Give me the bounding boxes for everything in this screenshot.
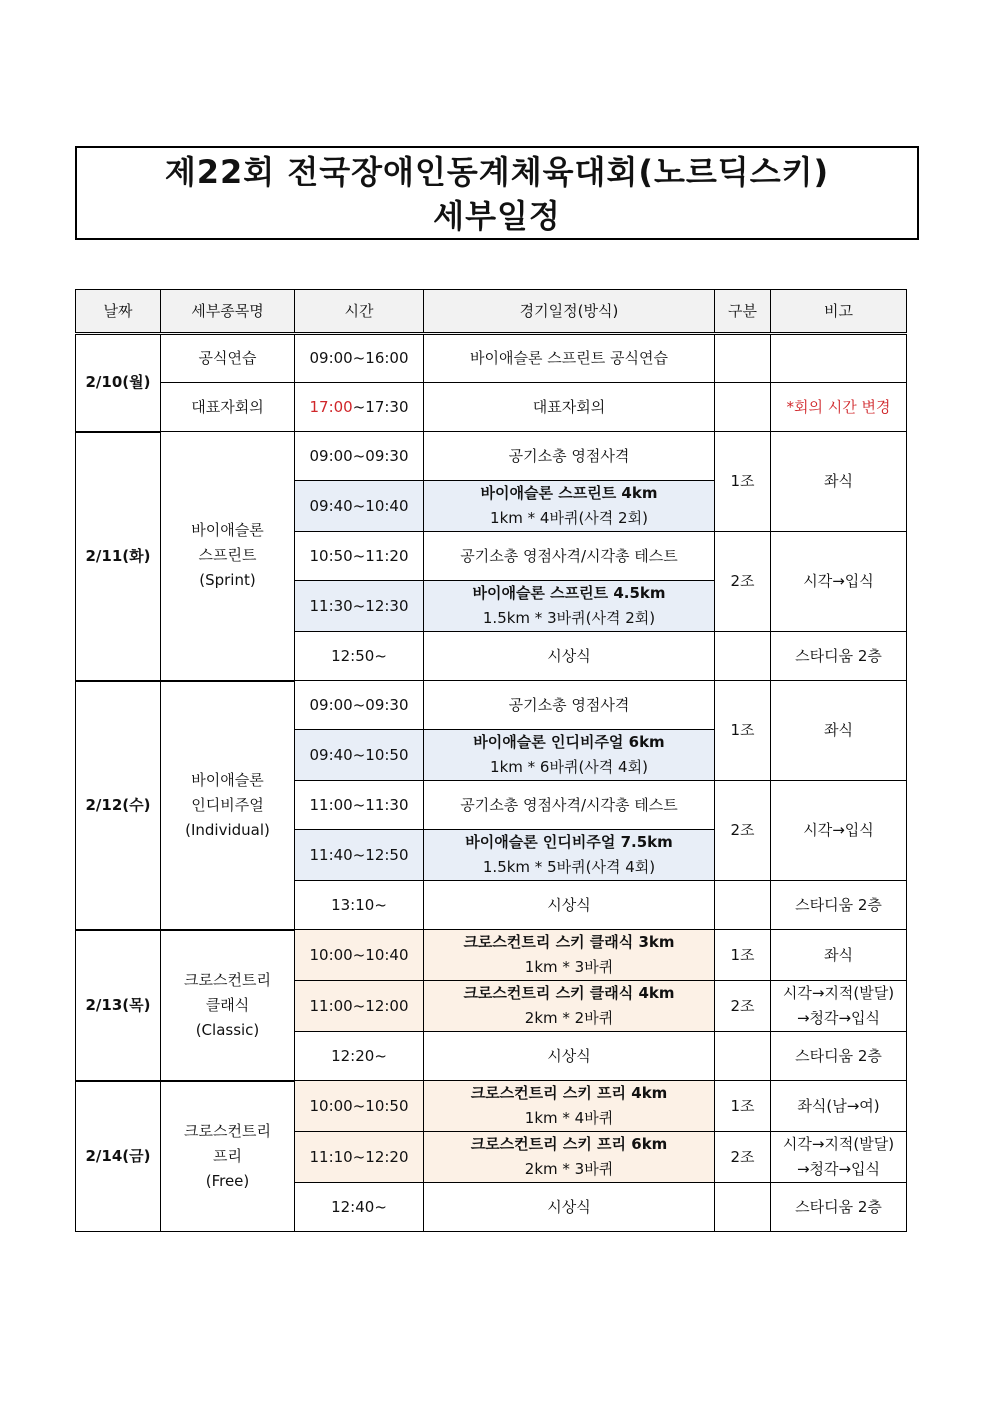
table-row [76,383,907,432]
event-name-line: 클래식 [205,995,250,1014]
schedule-cell: 시상식 [424,1032,715,1081]
time-cell: 10:50~11:20 [295,532,424,581]
note-cell [771,1132,907,1183]
note-line: →청각→입식 [796,1160,881,1178]
schedule-main: 바이애슬론 스프린트 4.5km [472,584,666,602]
col-header-date: 날짜 [76,290,161,334]
event-name-line: (Free) [205,1171,250,1190]
schedule-cell: 시상식 [424,881,715,930]
schedule-main: 바이애슬론 인디비주얼 6km [473,733,665,751]
schedule-main: 크로스컨트리 스키 프리 4km [470,1084,668,1102]
note-cell [771,334,907,383]
note-line: →청각→입식 [796,1009,881,1027]
event-cell: 대표자회의 [161,383,295,432]
event-name-line: 크로스컨트리 [184,1121,271,1140]
table-row [76,930,907,981]
col-header-group: 구분 [715,290,771,334]
group-cell: 1조 [715,1081,771,1132]
schedule-cell [424,581,715,632]
note-cell [771,981,907,1032]
time-rest: ~17:30 [352,397,409,416]
event-cell [161,1081,295,1232]
note-line: 시각→지적(발달) [782,984,895,1002]
group-cell: 1조 [715,432,771,532]
note-cell: 좌식 [771,930,907,981]
time-cell: 11:00~12:00 [295,981,424,1032]
col-header-event: 세부종목명 [161,290,295,334]
group-cell: 1조 [715,681,771,781]
table-row [76,1081,907,1132]
time-cell: 12:20~ [295,1032,424,1081]
date-cell: 2/14(금) [76,1081,161,1232]
time-cell: 12:40~ [295,1183,424,1232]
schedule-main: 바이애슬론 인디비주얼 7.5km [465,833,673,851]
schedule-sub: 2km * 2바퀴 [524,1009,614,1027]
event-name-line: (Individual) [185,820,270,839]
group-cell: 1조 [715,930,771,981]
table-row [76,432,907,481]
time-cell: 11:40~12:50 [295,830,424,881]
schedule-cell: 시상식 [424,1183,715,1232]
note-cell: 시각→입식 [771,532,907,632]
note-cell: 좌식 [771,681,907,781]
time-cell: 09:00~16:00 [295,334,424,383]
event-name-line: 바이애슬론 [191,770,264,789]
schedule-cell: 공기소총 영점사격 [424,432,715,481]
event-name-line: (Sprint) [199,571,256,590]
time-cell: 10:00~10:50 [295,1081,424,1132]
schedule-sub: 2km * 3바퀴 [524,1160,614,1178]
time-cell: 09:00~09:30 [295,681,424,730]
time-cell: 13:10~ [295,881,424,930]
note-cell: 스타디움 2층 [771,632,907,681]
schedule-cell: 공기소총 영점사격 [424,681,715,730]
page-title: 제22회 전국장애인동계체육대회(노르딕스키) [164,153,830,191]
date-cell: 2/13(목) [76,930,161,1081]
date-cell: 2/10(월) [76,334,161,432]
changed-time: 17:00 [309,397,353,416]
schedule-cell: 대표자회의 [424,383,715,432]
group-cell [715,881,771,930]
time-cell: 11:30~12:30 [295,581,424,632]
schedule-cell [424,981,715,1032]
time-cell: 12:50~ [295,632,424,681]
group-cell: 2조 [715,532,771,632]
schedule-cell [424,481,715,532]
schedule-cell [424,1081,715,1132]
event-cell [161,930,295,1081]
table-row [76,681,907,730]
schedule-main: 바이애슬론 스프린트 4km [480,484,658,502]
event-name-line: (Classic) [195,1020,260,1039]
col-header-schedule: 경기일정(방식) [424,290,715,334]
group-cell [715,1183,771,1232]
time-cell [295,383,424,432]
col-header-time: 시간 [295,290,424,334]
schedule-sub: 1.5km * 3바퀴(사격 2회) [482,609,656,627]
schedule-cell [424,730,715,781]
schedule-cell: 바이애슬론 스프린트 공식연습 [424,334,715,383]
group-cell [715,383,771,432]
event-cell [161,432,295,681]
note-cell: 스타디움 2층 [771,1032,907,1081]
note-cell: 시각→입식 [771,781,907,881]
schedule-main: 크로스컨트리 스키 클래식 3km [463,933,675,951]
table-header-row [76,290,907,334]
schedule-table [75,289,907,1232]
note-line: 시각→지적(발달) [782,1135,895,1153]
date-cell: 2/12(수) [76,681,161,930]
note-cell: 스타디움 2층 [771,881,907,930]
schedule-cell: 시상식 [424,632,715,681]
time-cell: 11:00~11:30 [295,781,424,830]
event-cell [161,681,295,930]
schedule-sub: 1km * 6바퀴(사격 4회) [490,758,648,776]
note-cell: 좌식(남→여) [771,1081,907,1132]
group-cell: 2조 [715,1132,771,1183]
schedule-cell [424,830,715,881]
schedule-sub: 1km * 3바퀴 [524,958,614,976]
schedule-cell: 공기소총 영점사격/시각총 테스트 [424,532,715,581]
date-cell: 2/11(화) [76,432,161,681]
note-cell: *회의 시간 변경 [771,383,907,432]
group-cell [715,1032,771,1081]
schedule-sub: 1.5km * 5바퀴(사격 4회) [482,858,656,876]
title-box [75,146,919,240]
event-name-line: 스프린트 [198,546,257,565]
event-name-line: 바이애슬론 [191,521,264,540]
event-name-line: 크로스컨트리 [184,970,271,989]
schedule-sub: 1km * 4바퀴 [524,1109,614,1127]
group-cell [715,632,771,681]
note-cell: 스타디움 2층 [771,1183,907,1232]
event-name-line: 프리 [213,1146,242,1165]
time-cell: 09:40~10:40 [295,481,424,532]
time-cell: 11:10~12:20 [295,1132,424,1183]
group-cell: 2조 [715,781,771,881]
schedule-main: 크로스컨트리 스키 프리 6km [470,1135,668,1153]
group-cell: 2조 [715,981,771,1032]
group-cell [715,334,771,383]
event-name-line: 인디비주얼 [191,795,264,814]
table-row [76,334,907,383]
note-cell: 좌식 [771,432,907,532]
schedule-main: 크로스컨트리 스키 클래식 4km [463,984,675,1002]
time-cell: 09:40~10:50 [295,730,424,781]
event-cell: 공식연습 [161,334,295,383]
time-cell: 09:00~09:30 [295,432,424,481]
col-header-note: 비고 [771,290,907,334]
schedule-cell [424,1132,715,1183]
schedule-sub: 1km * 4바퀴(사격 2회) [490,509,648,527]
page-subtitle: 세부일정 [433,197,561,235]
schedule-cell [424,930,715,981]
schedule-cell: 공기소총 영점사격/시각총 테스트 [424,781,715,830]
time-cell: 10:00~10:40 [295,930,424,981]
